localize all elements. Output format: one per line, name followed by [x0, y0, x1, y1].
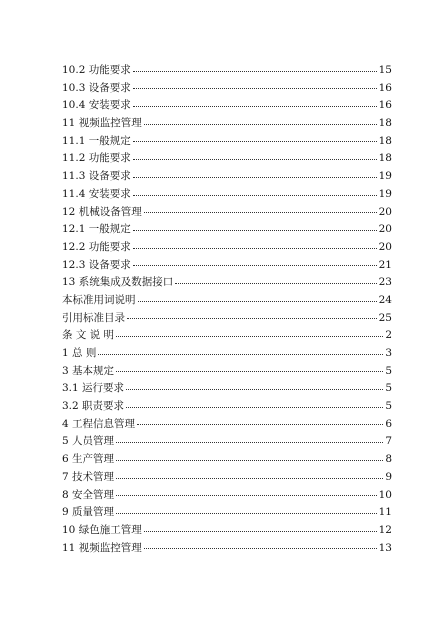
- toc-entry[interactable]: [62, 168, 392, 186]
- toc-entry[interactable]: [62, 186, 392, 204]
- toc-entry-page-number: 6: [385, 417, 392, 430]
- toc-entry-title: 3 基本规定: [62, 364, 115, 377]
- dot-leader: [133, 141, 377, 142]
- toc-entry[interactable]: [62, 363, 392, 381]
- toc-entry[interactable]: [62, 451, 392, 469]
- toc-entry-title: 13 系统集成及数据接口: [62, 276, 174, 289]
- toc-entry-title: 10.2 功能要求: [62, 64, 131, 76]
- toc-entry[interactable]: [62, 62, 392, 80]
- toc-entry[interactable]: [62, 97, 392, 115]
- dot-leader: [133, 159, 377, 160]
- toc-entry[interactable]: [62, 522, 392, 540]
- toc-entry-page-number: 8: [385, 453, 392, 466]
- toc-entry[interactable]: [62, 398, 392, 416]
- toc-entry-page-number: 3: [385, 347, 392, 359]
- toc-entry-title: 11.2 功能要求: [62, 152, 131, 165]
- dot-leader: [144, 548, 377, 549]
- toc-entry-title: 3.2 职责要求: [62, 400, 125, 413]
- toc-entry-page-number: 23: [378, 276, 392, 289]
- toc-entry-title: 条 文 说 明: [62, 329, 115, 342]
- dot-leader: [144, 531, 377, 532]
- dot-leader: [126, 407, 383, 408]
- toc-entry-page-number: 10: [378, 488, 392, 501]
- toc-entry[interactable]: [62, 221, 392, 239]
- toc-entry-title: 本标准用词说明: [62, 293, 136, 306]
- toc-entry-title: 5 人员管理: [62, 435, 115, 448]
- dot-leader: [116, 371, 383, 372]
- toc-entry-page-number: 16: [378, 81, 392, 94]
- dot-leader: [133, 106, 377, 107]
- toc-entry-title: 12.2 功能要求: [62, 240, 131, 253]
- toc-entry-page-number: 18: [378, 134, 392, 147]
- toc-entry-title: 12 机械设备管理: [62, 205, 142, 218]
- toc-entry[interactable]: [62, 504, 392, 522]
- toc-entry-page-number: 18: [378, 152, 392, 165]
- toc-entry-page-number: 5: [385, 400, 392, 413]
- toc-entry[interactable]: [62, 292, 392, 310]
- dot-leader: [133, 230, 377, 231]
- toc-entry-title: 11 视频监控管理: [62, 541, 142, 554]
- toc-entry[interactable]: [62, 380, 392, 398]
- toc-entry-page-number: 19: [378, 187, 392, 200]
- dot-leader: [133, 195, 377, 196]
- toc-entry-page-number: 9: [385, 470, 392, 483]
- toc-entry[interactable]: [62, 115, 392, 133]
- toc-entry-page-number: 18: [378, 117, 392, 130]
- toc-entry[interactable]: [62, 80, 392, 98]
- toc-entry-title: 1 总 则: [62, 347, 97, 359]
- toc-entry-page-number: 19: [378, 170, 392, 183]
- toc-entry-title: 7 技术管理: [62, 470, 115, 483]
- toc-entry-title: 8 安全管理: [62, 488, 115, 501]
- toc-entry[interactable]: [62, 257, 392, 275]
- dot-leader: [138, 301, 377, 302]
- toc-entry-page-number: 15: [378, 64, 392, 76]
- toc-entry-title: 4 工程信息管理: [62, 417, 136, 430]
- dot-leader: [133, 265, 377, 266]
- dot-leader: [116, 460, 383, 461]
- toc-entry-page-number: 20: [378, 223, 392, 236]
- dot-leader: [133, 177, 377, 178]
- toc-entry[interactable]: [62, 433, 392, 451]
- toc-entry[interactable]: [62, 204, 392, 222]
- toc-entry-title: 10.3 设备要求: [62, 81, 131, 94]
- toc-entry-page-number: 24: [378, 293, 392, 306]
- dot-leader: [116, 513, 377, 514]
- table-of-contents: [62, 62, 392, 557]
- toc-entry-title: 9 质量管理: [62, 506, 115, 519]
- toc-entry[interactable]: [62, 310, 392, 328]
- toc-entry-title: 11.1 一般规定: [62, 134, 131, 147]
- dot-leader: [127, 318, 377, 319]
- toc-entry-page-number: 5: [385, 382, 392, 395]
- toc-entry-page-number: 25: [378, 311, 392, 324]
- toc-entry-page-number: 5: [385, 364, 392, 377]
- toc-entry-title: 10 绿色施工管理: [62, 523, 142, 536]
- toc-entry-page-number: 20: [378, 205, 392, 218]
- toc-entry-title: 11.4 安装要求: [62, 187, 131, 200]
- toc-entry-page-number: 11: [378, 506, 392, 519]
- toc-entry-page-number: 13: [378, 541, 392, 554]
- toc-entry[interactable]: [62, 239, 392, 257]
- dot-leader: [116, 336, 383, 337]
- toc-entry-page-number: 20: [378, 240, 392, 253]
- toc-entry[interactable]: [62, 150, 392, 168]
- toc-entry[interactable]: [62, 327, 392, 345]
- toc-entry[interactable]: [62, 133, 392, 151]
- toc-entry-page-number: 12: [378, 523, 392, 536]
- toc-entry[interactable]: [62, 345, 392, 363]
- dot-leader: [137, 424, 383, 425]
- dot-leader: [133, 248, 377, 249]
- toc-entry-title: 引用标准目录: [62, 311, 125, 324]
- toc-entry-page-number: 16: [378, 99, 392, 112]
- toc-entry-page-number: 21: [378, 258, 392, 271]
- dot-leader: [126, 389, 383, 390]
- toc-entry[interactable]: [62, 487, 392, 505]
- dot-leader: [116, 495, 377, 496]
- dot-leader: [133, 88, 377, 89]
- toc-entry-title: 12.3 设备要求: [62, 258, 131, 271]
- dot-leader: [133, 71, 377, 72]
- dot-leader: [116, 478, 383, 479]
- toc-entry-title: 3.1 运行要求: [62, 382, 125, 395]
- toc-entry[interactable]: [62, 274, 392, 292]
- toc-entry-title: 6 生产管理: [62, 453, 115, 466]
- dot-leader: [144, 124, 377, 125]
- toc-entry-title: 11 视频监控管理: [62, 117, 142, 130]
- toc-entry-page-number: 2: [385, 329, 392, 342]
- toc-entry[interactable]: [62, 416, 392, 434]
- dot-leader: [175, 283, 376, 284]
- dot-leader: [144, 212, 377, 213]
- toc-entry[interactable]: [62, 540, 392, 558]
- dot-leader: [116, 442, 383, 443]
- toc-entry-page-number: 7: [385, 435, 392, 448]
- toc-entry-title: 10.4 安装要求: [62, 99, 131, 112]
- toc-entry[interactable]: [62, 469, 392, 487]
- toc-entry-title: 12.1 一般规定: [62, 223, 131, 236]
- toc-entry-title: 11.3 设备要求: [62, 170, 131, 183]
- dot-leader: [98, 354, 383, 355]
